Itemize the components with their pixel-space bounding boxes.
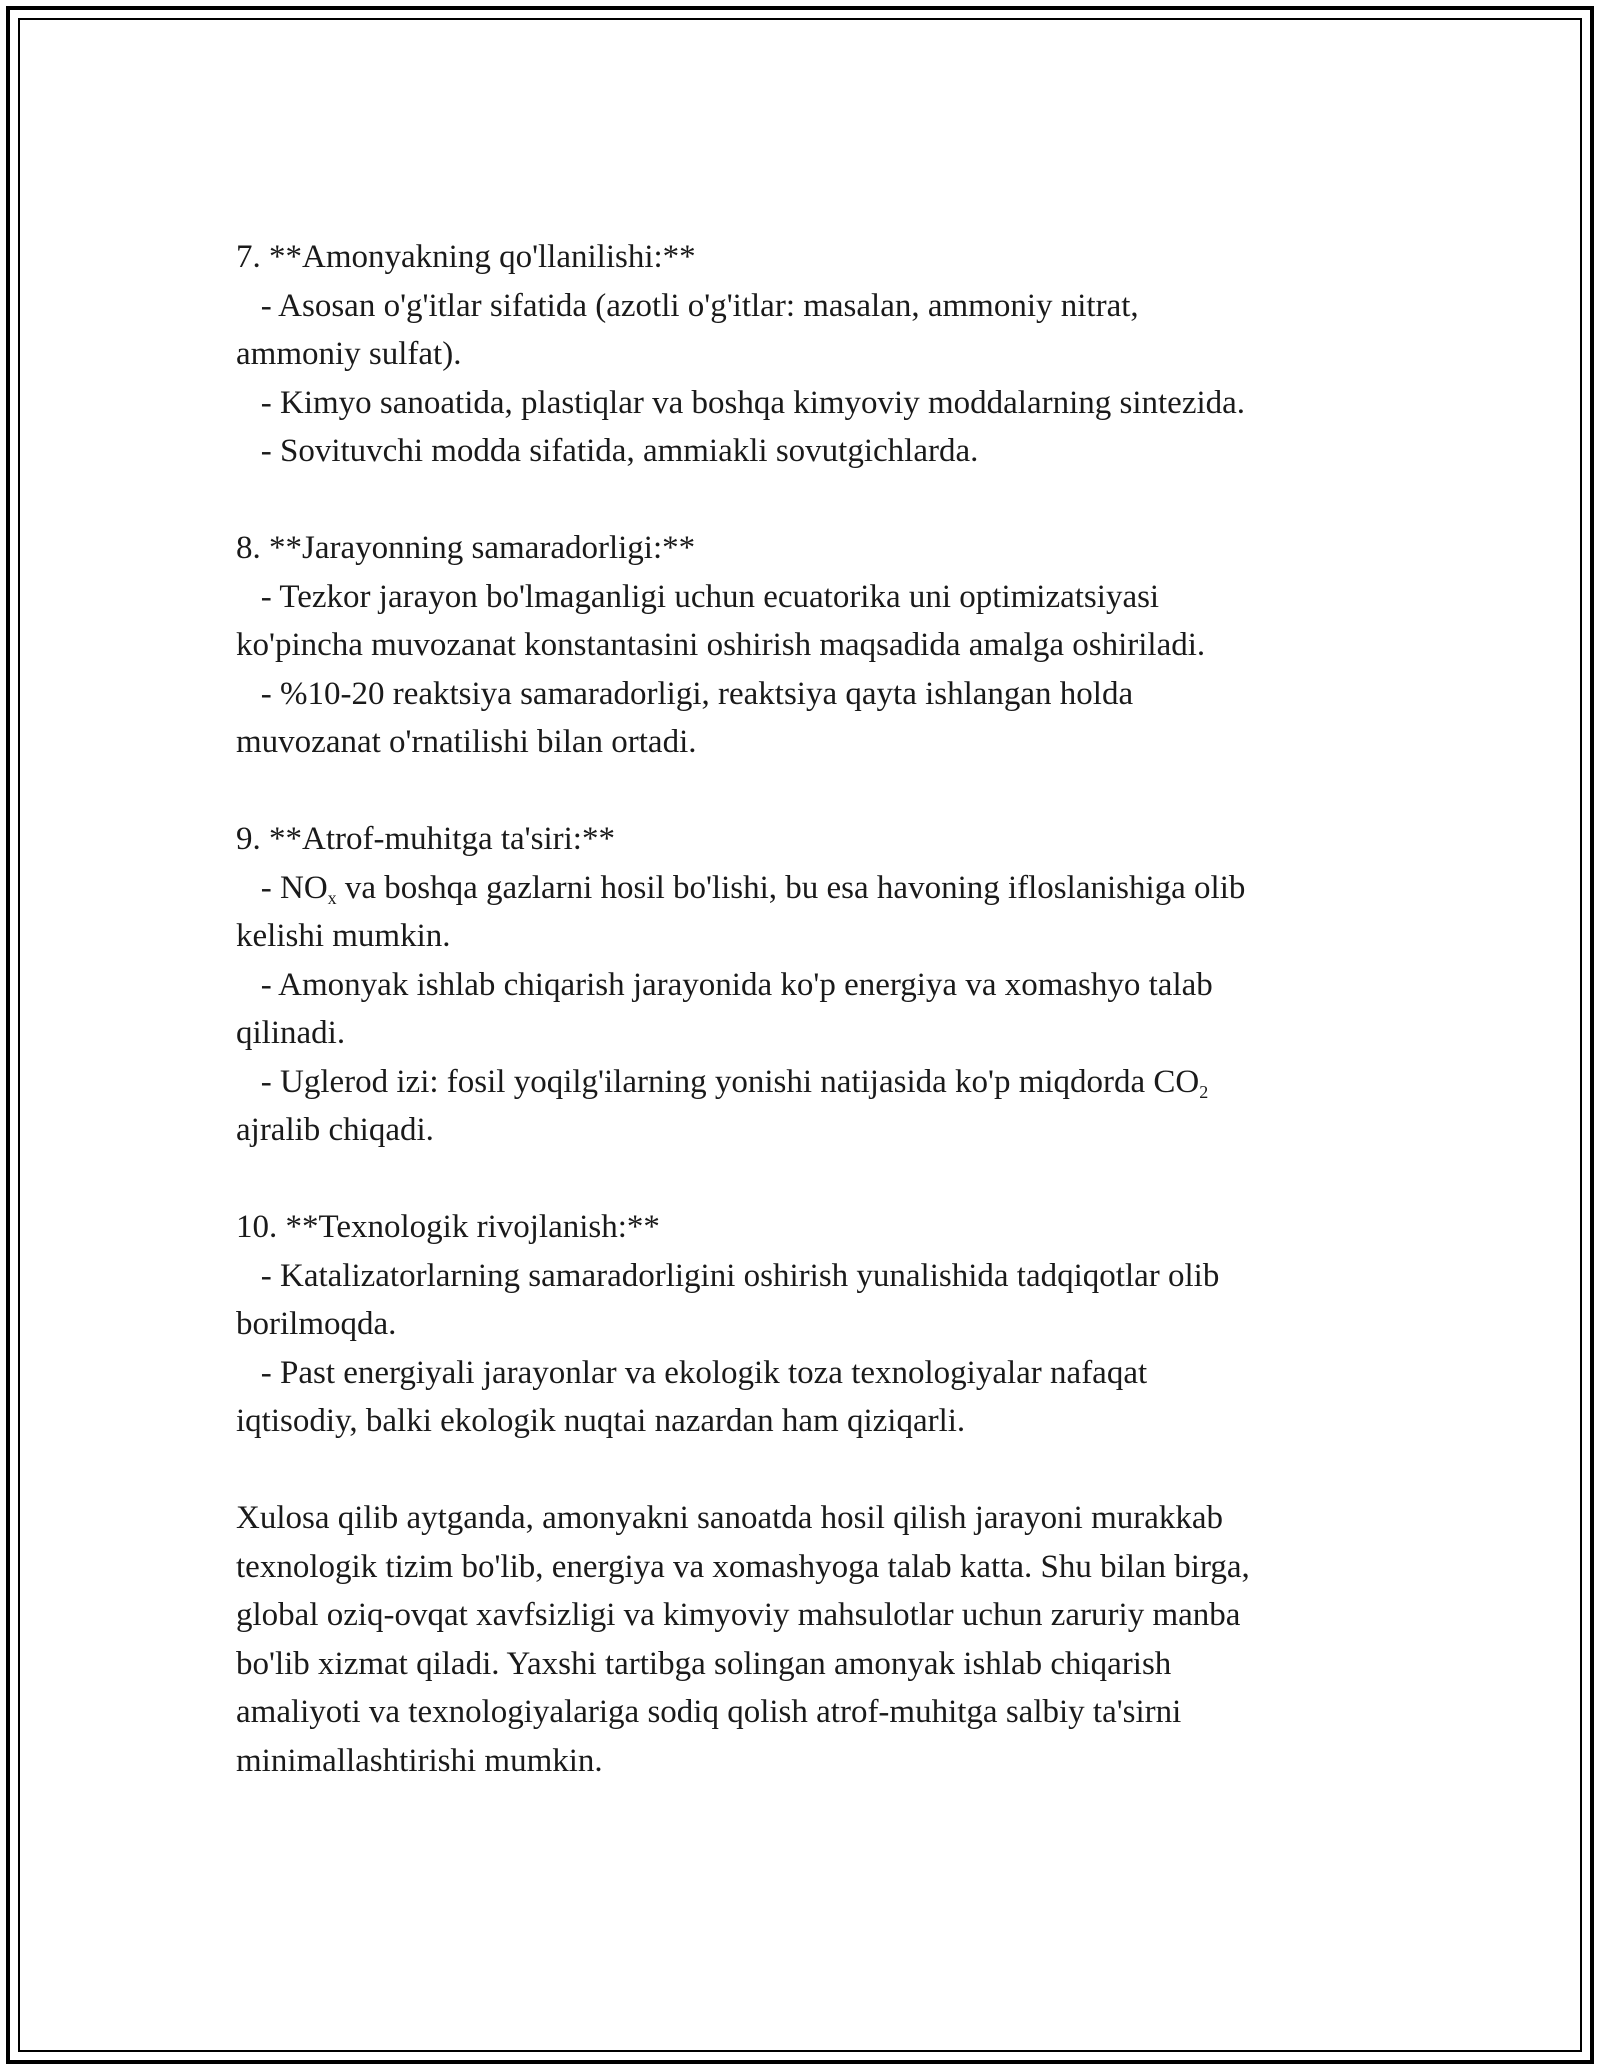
section-heading: 8. **Jarayonning samaradorligi:**	[236, 530, 696, 566]
bullet-item: - Tezkor jarayon bo'lmaganligi uchun ecuatorika uni optimizatsiyasi	[236, 578, 1160, 615]
section-9	[236, 815, 1386, 1155]
paragraph-line: global oziq-ovqat xavfsizligi va kimyoviy mahsulotlar uchun zaruriy manba	[236, 1597, 1241, 1633]
bullet-item: - Kimyo sanoatida, plastiqlar va boshqa kimyoviy moddalarning sintezida.	[236, 384, 1246, 421]
bullet-item: - Sovituvchi modda sifatida, ammiakli sovutgichlarda.	[236, 433, 979, 469]
bullet-item: - Asosan o'g'itlar sifatida (azotli o'g'itlar: masalan, ammoniy nitrat,	[236, 287, 1139, 324]
document-body	[236, 233, 1386, 1834]
section-heading: 9. **Atrof-muhitga ta'siri:**	[236, 821, 615, 857]
bullet-continuation: ajralib chiqadi.	[236, 1112, 434, 1148]
section-heading: 10. **Texnologik rivojlanish:**	[236, 1209, 660, 1245]
bullet-item	[236, 864, 1386, 913]
bullet-continuation: qilinadi.	[236, 1015, 346, 1051]
bullet-continuation: muvozanat o'rnatilishi bilan ortadi.	[236, 724, 697, 760]
subscript: 2	[1199, 1081, 1209, 1102]
bullet-item	[236, 1058, 1386, 1107]
bullet-continuation: ammoniy sulfat).	[236, 336, 462, 372]
section-heading: 7. **Amonyakning qo'llanilishi:**	[236, 239, 696, 275]
section-10	[236, 1203, 1386, 1446]
paragraph-line: amaliyoti va texnologiyalariga sodiq qolish atrof-muhitga salbiy ta'sirni	[236, 1694, 1182, 1730]
paragraph-line: bo'lib xizmat qiladi. Yaxshi tartibga solingan amonyak ishlab chiqarish	[236, 1645, 1172, 1682]
bullet-continuation: ko'pincha muvozanat konstantasini oshirish maqsadida amalga oshiriladi.	[236, 627, 1206, 663]
bullet-item: - Amonyak ishlab chiqarish jarayonida ko'p energiya va xomashyo talab	[236, 966, 1213, 1003]
conclusion-paragraph	[236, 1494, 1386, 1785]
paragraph-line: texnologik tizim bo'lib, energiya va xomashyoga talab katta. Shu bilan birga,	[236, 1548, 1250, 1585]
bullet-continuation: kelishi mumkin.	[236, 918, 451, 954]
section-8	[236, 524, 1386, 767]
bullet-text: - NO	[236, 869, 328, 906]
paragraph-line: minimallashtirishi mumkin.	[236, 1742, 603, 1779]
bullet-item: - Past energiyali jarayonlar va ekologik toza texnologiyalar nafaqat	[236, 1354, 1148, 1391]
bullet-item: - %10-20 reaktsiya samaradorligi, reaktsiya qayta ishlangan holda	[236, 675, 1134, 712]
paragraph-line: Xulosa qilib aytganda, amonyakni sanoatda hosil qilish jarayoni murakkab	[236, 1500, 1224, 1536]
bullet-item: - Katalizatorlarning samaradorligini oshirish yunalishida tadqiqotlar olib	[236, 1257, 1220, 1294]
bullet-continuation: iqtisodiy, balki ekologik nuqtai nazardan ham qiziqarli.	[236, 1403, 966, 1439]
bullet-text: va boshqa gazlarni hosil bo'lishi, bu esa havoning ifloslanishiga olib	[336, 869, 1246, 906]
subscript: x	[327, 887, 337, 908]
bullet-text: - Uglerod izi: fosil yoqilg'ilarning yonishi natijasida ko'p miqdorda CO	[236, 1063, 1200, 1100]
bullet-continuation: borilmoqda.	[236, 1306, 397, 1342]
section-7	[236, 233, 1386, 476]
